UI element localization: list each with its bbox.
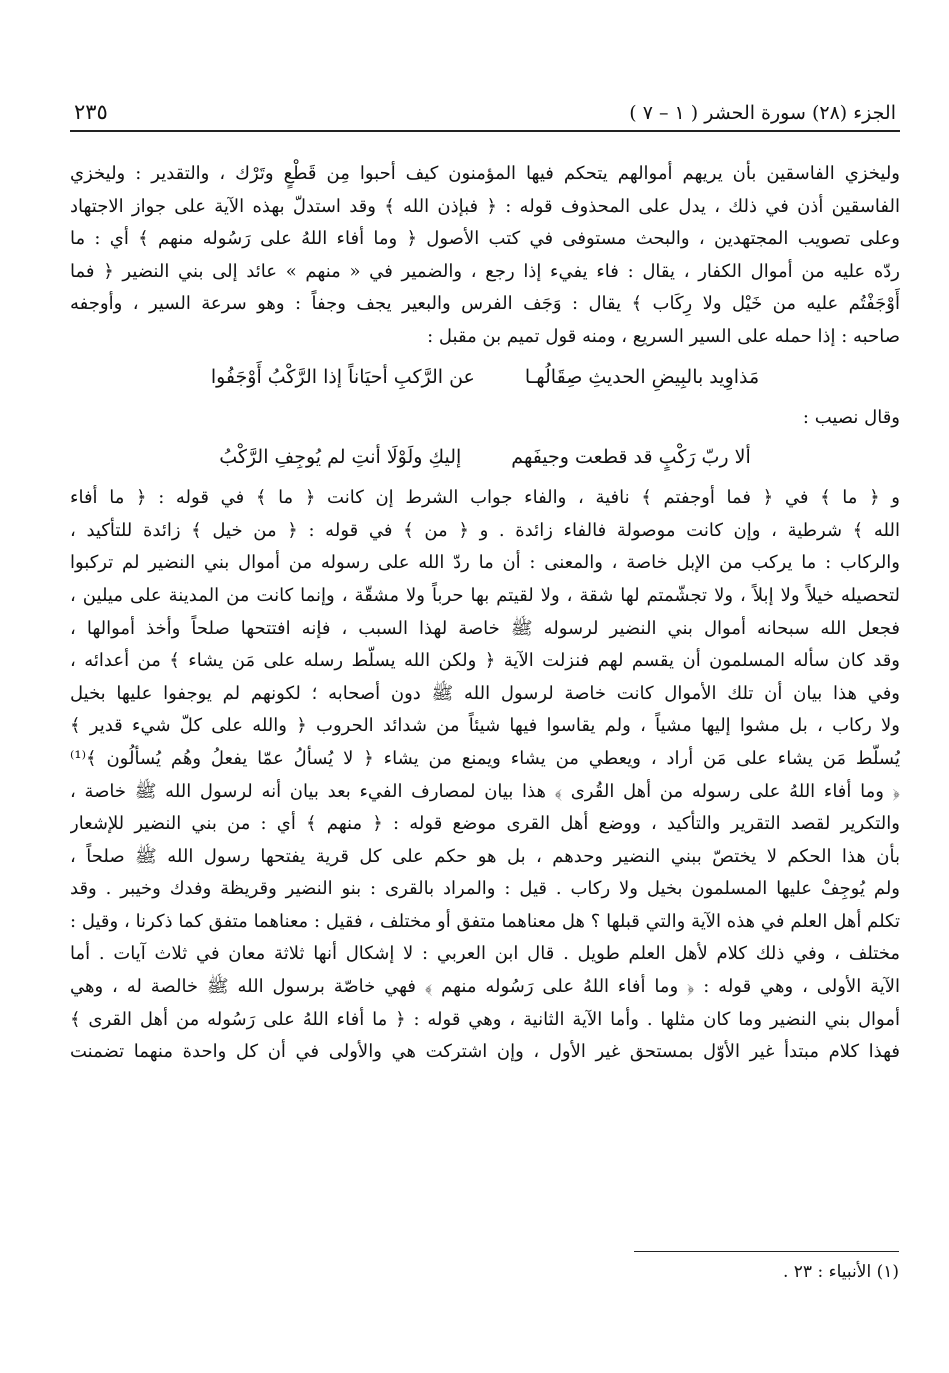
text-line: بأن هذا الحكم لا يختصّ ببني النضير وحدهم ، بل هو حكم على كل قرية يفتحها رسول الله ﷺ صلحاً ، (70, 845, 900, 867)
poetry-verse (70, 360, 900, 394)
page-number: ٢٣٥ (74, 100, 108, 124)
poetry-verse (70, 440, 900, 474)
text-line: الله ﴾ شرطية ، وإن كانت موصولة فالفاء زائدة . و ﴿ من ﴾ في قوله : ﴿ من خيل ﴾ زائدة للتأكيد ، (70, 519, 900, 541)
text-line: ﴿ وما أفاء اللهُ على رسوله من أهل القُرى ﴾ هذا بيان لمصارف الفيء بعد بيان أنه لرسول الله ﷺ خاصة ، (70, 780, 900, 802)
text-line: يُسلّط مَن يشاء على مَن أراد ، ويعطي من يشاء ويمنع من يشاء ﴿ لا يُسألُ عمّا يفعلُ وهُم يُسألُون ﴾⁽¹⁾ (70, 747, 900, 769)
citation-line: وقال نصيب : (802, 406, 900, 428)
text-line: مختلف ، وفي ذلك كلام لأهل العلم طويل . قال ابن العربي : لا إشكال أنها ثلاثة معان في ثلاث آيات . أما (70, 943, 900, 965)
text-line: وقد كان سأله المسلمون أن يقسم لهم فنزلت الآية ﴿ ولكن الله يسلّط رسله على مَن يشاء ﴾ من أعدائه ، (70, 650, 900, 672)
page (70, 100, 900, 1069)
running-header (70, 100, 900, 132)
text-line: أَوْجَفْتُم عليه من خَيْل ولا رِكَاب ﴾ يقال : وَجَف الفرس والبعير يجف وجفاً : وهو سرعة السير ، وأوجفه (70, 293, 900, 315)
verse-first-hemistich: مَذاوِيد بالبِيضِ الحديثِ صِقَالُهـا (524, 365, 760, 388)
text-line: والركاب : ما يركب من الإبل خاصة ، والمعنى : أن ما ردّ الله على رسوله من أموال بني النضير لم تركبوا (70, 552, 900, 574)
text-line: تكلم أهل العلم في هذه الآية والتي قبلها ؟ هل معناهما متفق أو مختلف ، فقيل : معناهما متفق كما ذكرنا ، وقيل : (70, 910, 900, 932)
text-line: و ﴿ ما ﴾ في ﴿ فما أوجفتم ﴾ نافية ، والفاء جواب الشرط إن كانت ﴿ ما ﴾ في قوله : ﴿ ما أفاء (70, 487, 900, 509)
verse-second-hemistich: إليكِ ولَوْلَا أنتِ لم يُوجِفِ الرَّكْبُ (219, 446, 462, 469)
text-line: وعلى تصويب المجتهدين ، والبحث مستوفى في كتب الأصول ﴿ وما أفاء اللهُ على رَسُوله منهم ﴾ أي : ما (70, 228, 900, 250)
text-line: وليخزي الفاسقين بأن يريهم أموالهم يتحكم فيها المؤمنون كيف أحبوا مِن قَطْعٍ وتَرْك ، والتقدير : وليخزي (70, 163, 900, 184)
text-line: والتكرير لقصد التقرير والتأكيد ، ووضع أهل القرى موضع قوله : ﴿ منهم ﴾ أي : من بني النضير للإشعار (70, 813, 900, 835)
text-line: الفاسقين أذن في ذلك ، يدل على المحذوف قوله : ﴿ فبإذن الله ﴾ وقد استدلّ بهذه الآية على جواز الاجتهاد (70, 195, 900, 217)
text-line: أموال بني النضير وما كان مثلها . وأما الآية الثانية ، وهي قوله : ﴿ ما أفاء اللهُ على رَسُوله من أهل القرى ﴾ (70, 1008, 900, 1030)
footnote-separator (634, 1251, 899, 1252)
text-line: ولا ركاب ، بل مشوا إليها مشياً ، ولم يقاسوا فيها شيئاً من شدائد الحروب ﴿ والله على كلّ شيء قدير ﴾ (70, 715, 900, 737)
footnote: (١) الأنبياء : ٢٣ . (782, 1262, 899, 1282)
text-line: لتحصيله خيلاً ولا إبلاً ، ولا تجشّمتم لها شقة ، ولا لقيتم بها حرباً ولا مشقّة ، وإنما كانت من المدينة على ميلين ، (70, 584, 900, 606)
text-line: صاحبه : إذا حمله على السير السريع ، ومنه قول تميم بن مقبل : (427, 325, 900, 347)
text-line: فهذا كلام مبتدأ غير الأوّل بمستحق غير الأول ، وإن اشتركت هي والأولى في أن كل واحدة منهما تضمنت (70, 1041, 900, 1063)
header-title: الجزء (٢٨) سورة الحشر ( ١ – ٧ ) (629, 102, 896, 124)
text-line: الآية الأولى ، وهي قوله : ﴿ وما أفاء اللهُ على رَسُوله منهم ﴾ فهي خاصّة برسول الله ﷺ خالصة له ، وهي (70, 976, 900, 998)
verse-first-hemistich: ألا ربّ رَكْبٍ قد قطعت وجيفَهم (511, 446, 751, 469)
text-line: فجعل الله سبحانه أموال بني النضير لرسوله ﷺ خاصة لهذا السبب ، فإنه افتتحها صلحاً وأخذ أموالها ، (70, 617, 900, 639)
text-line: وفي هذا بيان أن تلك الأموال كانت خاصة لرسول الله ﷺ دون أصحابه ؛ لكونهم لم يوجفوا عليها بخيل (70, 682, 900, 704)
text-line: ردّه عليه من أموال الكفار ، يقال : فاء يفيء إذا رجع ، والضمير في « منهم » عائد إلى بني النضير ﴿ فما (70, 260, 900, 282)
page-body (70, 158, 900, 1069)
verse-second-hemistich: عن الرَّكبِ أحيَاناً إذا الرَّكْبُ أَوْجَفُوا (210, 365, 475, 388)
text-line: ولم يُوجِفْ عليها المسلمون بخيل ولا ركاب . قيل : والمراد بالقرى : بنو النضير وقريظة وفدك وخيبر . وقد (70, 878, 900, 900)
